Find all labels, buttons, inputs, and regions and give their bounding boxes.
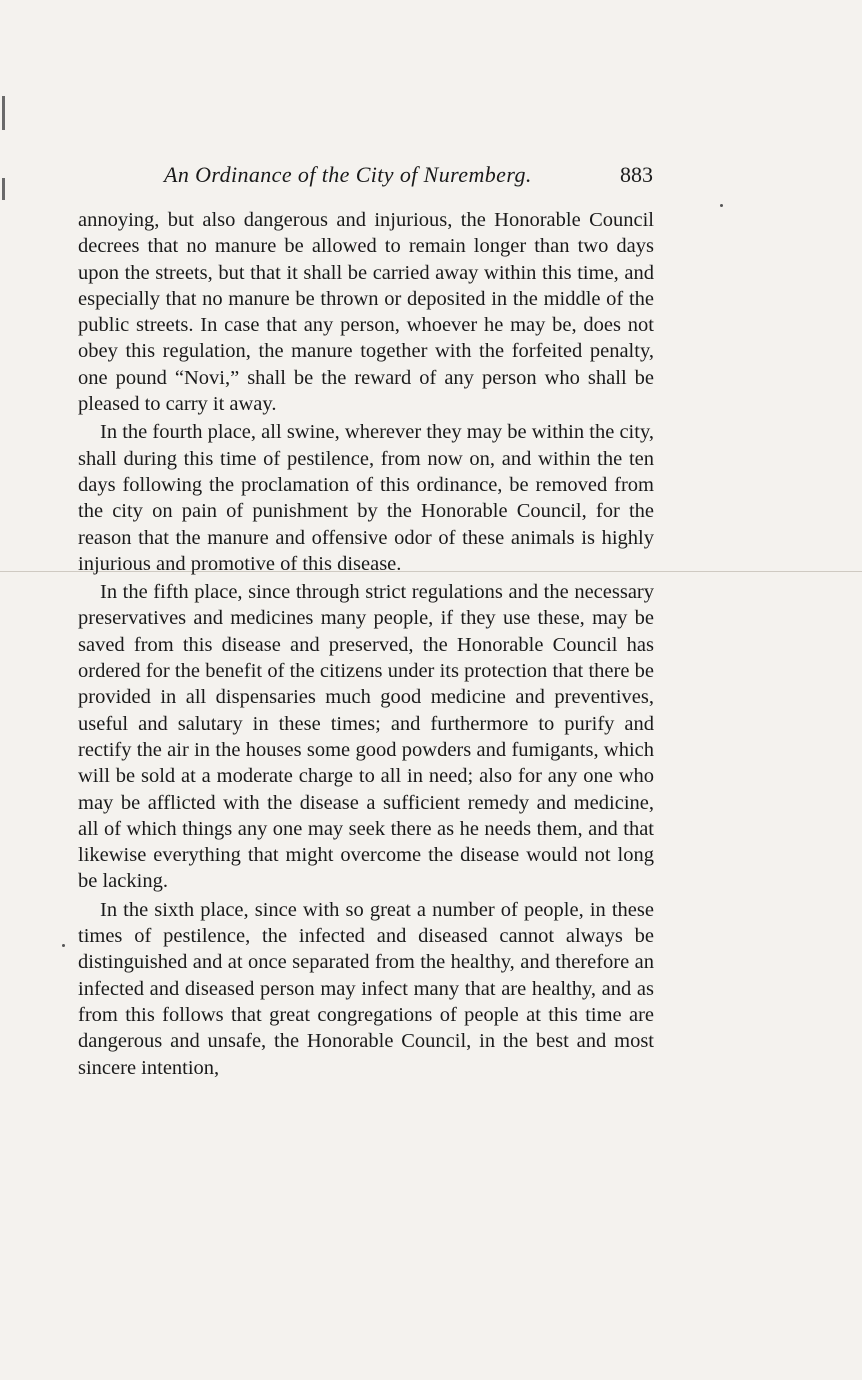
paragraph-sixth-place: In the sixth place, since with so great a number of people, in these times of pestilence, the infected and diseased cannot always be distinguished and at once separated from the healthy, and therefore an infected and diseased person may infect many that are healthy, and as from this follows that great congregations of people at this time are dangerous and unsafe, the Honorable Council, in the best and most sincere intention,	[78, 898, 654, 1079]
ink-speck	[62, 944, 65, 947]
paragraph-fourth-place: In the fourth place, all swine, wherever they may be within the city, shall during this time of pestilence, from now on, and within the ten days following the proclamation of this ordinance, be removed from the city on pain of punishment by the Honorable Council, for the reason that the manure and offensive odor of these animals is highly injurious and promotive of this disease.	[78, 421, 654, 575]
body-text	[78, 207, 654, 1081]
paragraph-continued: annoying, but also dangerous and injurious, the Honorable Council decrees that no manure be allowed to remain longer than two days upon the streets, but that it shall be carried away within this time, and especially that no manure be thrown or deposited in the middle of the public streets. In case that any person, whoever he may be, does not obey this regulation, the manure together with the forfeited penalty, one pound “Novi,” shall be the reward of any person who shall be pleased to carry it away.	[78, 209, 654, 416]
running-title: An Ordinance of the City of Nuremberg.	[164, 162, 532, 187]
page-number: 883	[620, 162, 653, 187]
running-head	[78, 162, 653, 190]
ink-speck	[720, 204, 723, 207]
page-edge-mark	[2, 96, 5, 130]
paragraph-fifth-place: In the fifth place, since through strict regulations and the necessary preservatives and medicines many people, if they use these, may be saved from this disease and preserved, the Honorable Council has ordered for the benefit of the citizens under its protection that there be provided in all dispensaries much good medicine and preventives, useful and salutary in these times; and furthermore to purify and rectify the air in the houses some good powders and fumigants, which will be sold at a moderate charge to all in need; also for any one who may be afflicted with the disease a sufficient remedy and medicine, all of which things any one may seek there as he needs them, and that likewise everything that might overcome the disease would not long be lacking.	[78, 581, 654, 893]
page-edge-mark	[2, 178, 5, 200]
